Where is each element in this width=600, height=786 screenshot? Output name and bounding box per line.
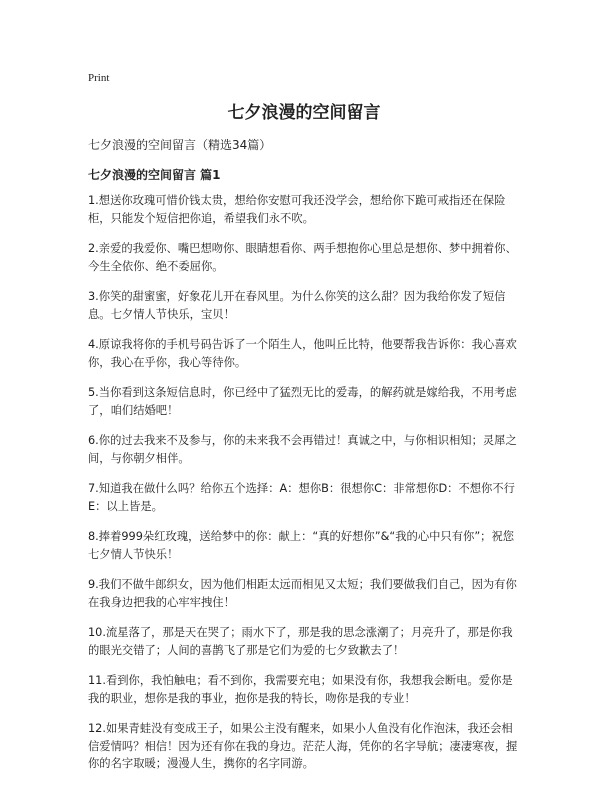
message-paragraph: 2.亲爱的我爱你、嘴巴想吻你、眼睛想看你、两手想抱你心里总是想你、梦中拥着你、今生全依你、绝不委屈你。 — [88, 242, 517, 273]
message-paragraph: 10.流星落了，那是天在哭了；雨水下了，那是我的思念涨潮了；月亮升了，那是你我的眼光交错了；人间的喜鹊飞了那是它们为爱的七夕致歉去了！ — [88, 626, 513, 657]
document-page — [88, 70, 520, 786]
print-label[interactable]: Print — [88, 72, 110, 84]
message-list — [88, 192, 520, 773]
message-paragraph: 8.捧着999朵红玫瑰，送给梦中的你：献上：“真的好想你”&“我的心中只有你”；祝您七夕情人节快乐！ — [88, 530, 515, 561]
document-subtitle: 七夕浪漫的空间留言（精选34篇） — [88, 138, 272, 152]
message-paragraph: 12.如果青蛙没有变成王子，如果公主没有醒来，如果小人鱼没有化作泡沫，我还会相信爱情吗？相信！因为还有你在我的身边。茫茫人海，凭你的名字导航；凄凄寒夜，握你的名字取暖；漫漫人生，携你的名字同游。 — [88, 722, 518, 770]
message-paragraph: 7.知道我在做什么吗？给你五个选择：A：想你B：很想你C：非常想你D：不想你不行E：以上皆是。 — [88, 482, 515, 513]
message-paragraph: 3.你笑的甜蜜蜜，好象花儿开在春风里。为什么你笑的这么甜？因为我给你发了短信息。七夕情人节快乐，宝贝！ — [88, 290, 506, 321]
message-paragraph: 5.当你看到这条短信息时，你已经中了猛烈无比的爱毒，的解药就是嫁给我，不用考虑了，咱们结婚吧！ — [88, 386, 517, 417]
message-paragraph: 1.想送你玫瑰可惜价钱太贵，想给你安慰可我还没学会，想给你下跪可戒指还在保险柜，只能发个短信把你追，希望我们永不吹。 — [88, 194, 506, 225]
message-paragraph: 9.我们不做牛郎织女，因为他们相距太远而相见又太短；我们要做我们自己，因为有你在我身边把我的心牢牢拽住！ — [88, 578, 517, 609]
message-paragraph: 6.你的过去我来不及参与，你的未来我不会再错过！真诚之中，与你相识相知；灵犀之间，与你朝夕相伴。 — [88, 434, 517, 465]
section-heading: 七夕浪漫的空间留言 篇1 — [88, 168, 221, 182]
page-title: 七夕浪漫的空间留言 — [227, 103, 381, 123]
message-paragraph: 4.原谅我将你的手机号码告诉了一个陌生人，他叫丘比特，他要帮我告诉你：我心喜欢你，我心在乎你，我心等待你。 — [88, 338, 517, 369]
message-paragraph: 11.看到你，我怕触电；看不到你，我需要充电；如果没有你，我想我会断电。爱你是我的职业，想你是我的事业，抱你是我的特长，吻你是我的专业！ — [88, 674, 513, 705]
